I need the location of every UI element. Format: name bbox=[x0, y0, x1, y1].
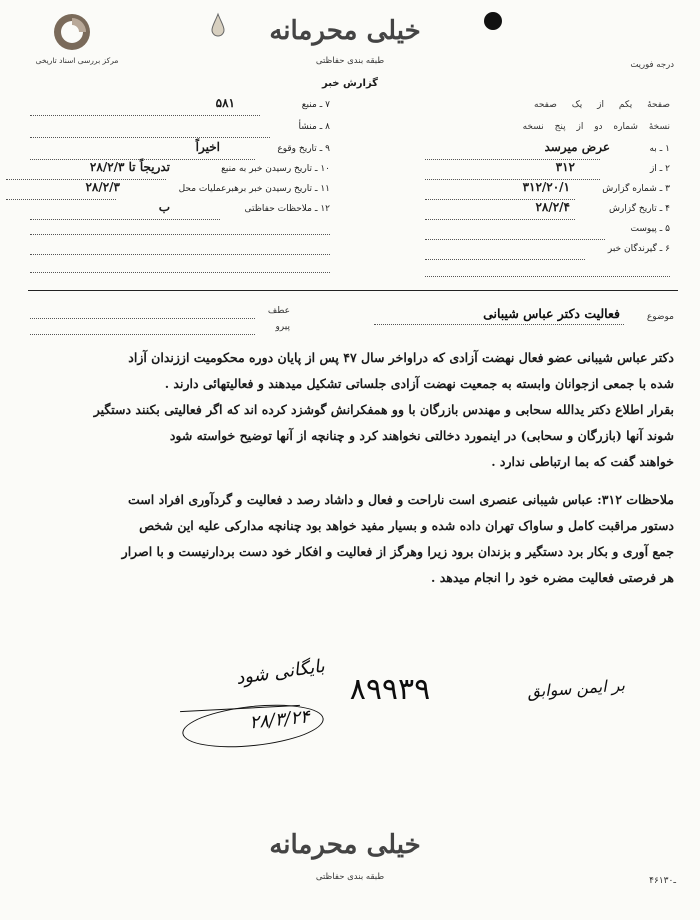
field-report-date-value: ۲۸/۲/۴ bbox=[535, 200, 570, 214]
page-count-line: صفحهٔ یکم از یک صفحه bbox=[534, 100, 670, 110]
field-recipients: ۶ ـ گیرندگان خبر bbox=[425, 244, 670, 260]
field-from-value: ۳۱۲ bbox=[555, 160, 575, 174]
form-code: ۴۶ـ۱۳۰ bbox=[649, 876, 676, 886]
field-from: ۲ ـ از ۳۱۲ bbox=[425, 164, 670, 180]
field-attachment: ۵ ـ پیوست bbox=[425, 224, 670, 240]
field-origin: ۸ ـ منشأ bbox=[30, 122, 330, 138]
field-protection-notes: ۱۲ ـ ملاحظات حفاظتی ب bbox=[30, 204, 330, 220]
field-occurrence-date: ۹ ـ تاریخ وقوع اخیراً bbox=[30, 144, 330, 160]
classification-stamp-bottom: خیلی محرمانه bbox=[269, 830, 421, 860]
field-to-value: عرض میرسد bbox=[544, 140, 610, 154]
field-source-receipt-date: ۱۰ ـ تاریخ رسیدن خبر به منبع تدریجاً تا ۲۸/۲/۳ bbox=[6, 164, 330, 180]
body-line: شده با جمعی ازجوانان وابسته به جمعیت نهضت آزادی جلساتی تشکیل میدهند و فعالیتهائی دارند . bbox=[164, 376, 674, 391]
field-protection-notes-value: ب bbox=[158, 200, 170, 214]
archive-emblem-icon bbox=[52, 12, 92, 52]
field-occurrence-date-value: اخیراً bbox=[195, 140, 220, 154]
handwritten-number: ۸۹۹۳۹ bbox=[349, 672, 431, 707]
archive-logo bbox=[22, 12, 132, 70]
classification-caption-bottom: طبقه بندی حفاظتی bbox=[315, 872, 385, 882]
field-report-number-value: ۳۱۲/۲۰/۱ bbox=[522, 180, 570, 194]
field-source-value: ۵۸۱ bbox=[215, 96, 235, 110]
field-source-receipt-date-value: تدریجاً تا ۲۸/۲/۳ bbox=[89, 160, 170, 174]
archive-logo-label: مرکز بررسی اسناد تاریخی bbox=[35, 56, 119, 65]
date-circle bbox=[180, 699, 325, 754]
urgency-label: درجه فوریت bbox=[630, 60, 674, 70]
remarks-line: ملاحظات ۳۱۲: عباس شیبانی عنصری است ناراحت و فعال و داشاد رصد د فعالیت و گردآوری افراد است bbox=[128, 492, 674, 507]
body-line: دکتر عباس شیبانی عضو فعال نهضت آزادی که دراواخر سال ۴۷ پس از پایان دوره محکومیت اززندان آزاد bbox=[128, 350, 674, 365]
body-line: شوند آنها (بازرگان و سحابی) در اینمورد دخالتی نخواهند کرد و چنانچه از آنها توضیح خواسته شود bbox=[169, 428, 674, 443]
copy-number-line: نسخهٔ شماره دو از پنج نسخه bbox=[522, 122, 670, 132]
handwritten-signature: بر ایمن سوابق bbox=[526, 675, 626, 702]
peyro-label: پیرو bbox=[275, 322, 290, 332]
remarks-line: جمع آوری و بکار برد دستگیر و بزندان برود زیرا وهرگز از فعالیت و افکار خود دست بردارنیست و با اصرار bbox=[121, 544, 674, 559]
body-line: بقرار اطلاع دکتر یدالله سحابی و مهندس بازرگان با وو همفکرانش گوشزد کرده اند که اگر فعالیتی بکنند دستگیر bbox=[93, 402, 674, 417]
atf-label: عطف bbox=[267, 306, 290, 316]
classification-caption-top: طبقه بندی حفاظتی bbox=[315, 56, 385, 66]
field-report-number: ۳ ـ شماره گزارش ۳۱۲/۲۰/۱ bbox=[425, 184, 670, 200]
field-operations-receipt-date: ۱۱ ـ تاریخ رسیدن خبر برهبرعملیات محل ۲۸/۲/۳ bbox=[6, 184, 330, 200]
subject-label: موضوع bbox=[646, 312, 674, 322]
classification-stamp-top: خیلی محرمانه bbox=[269, 16, 421, 46]
field-operations-receipt-date-value: ۲۸/۲/۳ bbox=[85, 180, 120, 194]
ink-blot-icon bbox=[209, 12, 227, 38]
remarks-line: دستور مراقبت کامل و ساواک تهران داده شده و بسیار مفید خواهد بود چنانچه مدارکی علیه این شخص bbox=[139, 518, 674, 533]
handwritten-date: ۲۸/۳/۲۴ bbox=[248, 706, 311, 734]
remarks-line: هر فرصتی فعالیت مضره خود را انجام میدهد . bbox=[431, 570, 674, 585]
field-source: ۷ ـ منبع ۵۸۱ bbox=[30, 100, 330, 116]
handwritten-note: بایگانی شود bbox=[234, 655, 326, 689]
section-divider bbox=[28, 290, 678, 291]
body-line: خواهند گفت که بما ارتباطی ندارد . bbox=[491, 454, 674, 469]
field-report-date: ۴ ـ تاریخ گزارش ۲۸/۲/۴ bbox=[425, 204, 670, 220]
field-to: ۱ ـ به عرض میرسد bbox=[425, 144, 670, 160]
subject-value: فعالیت دکتر عباس شیبانی bbox=[483, 306, 620, 321]
ink-dot-icon bbox=[484, 12, 502, 30]
report-title: گزارش خبر bbox=[321, 78, 378, 89]
